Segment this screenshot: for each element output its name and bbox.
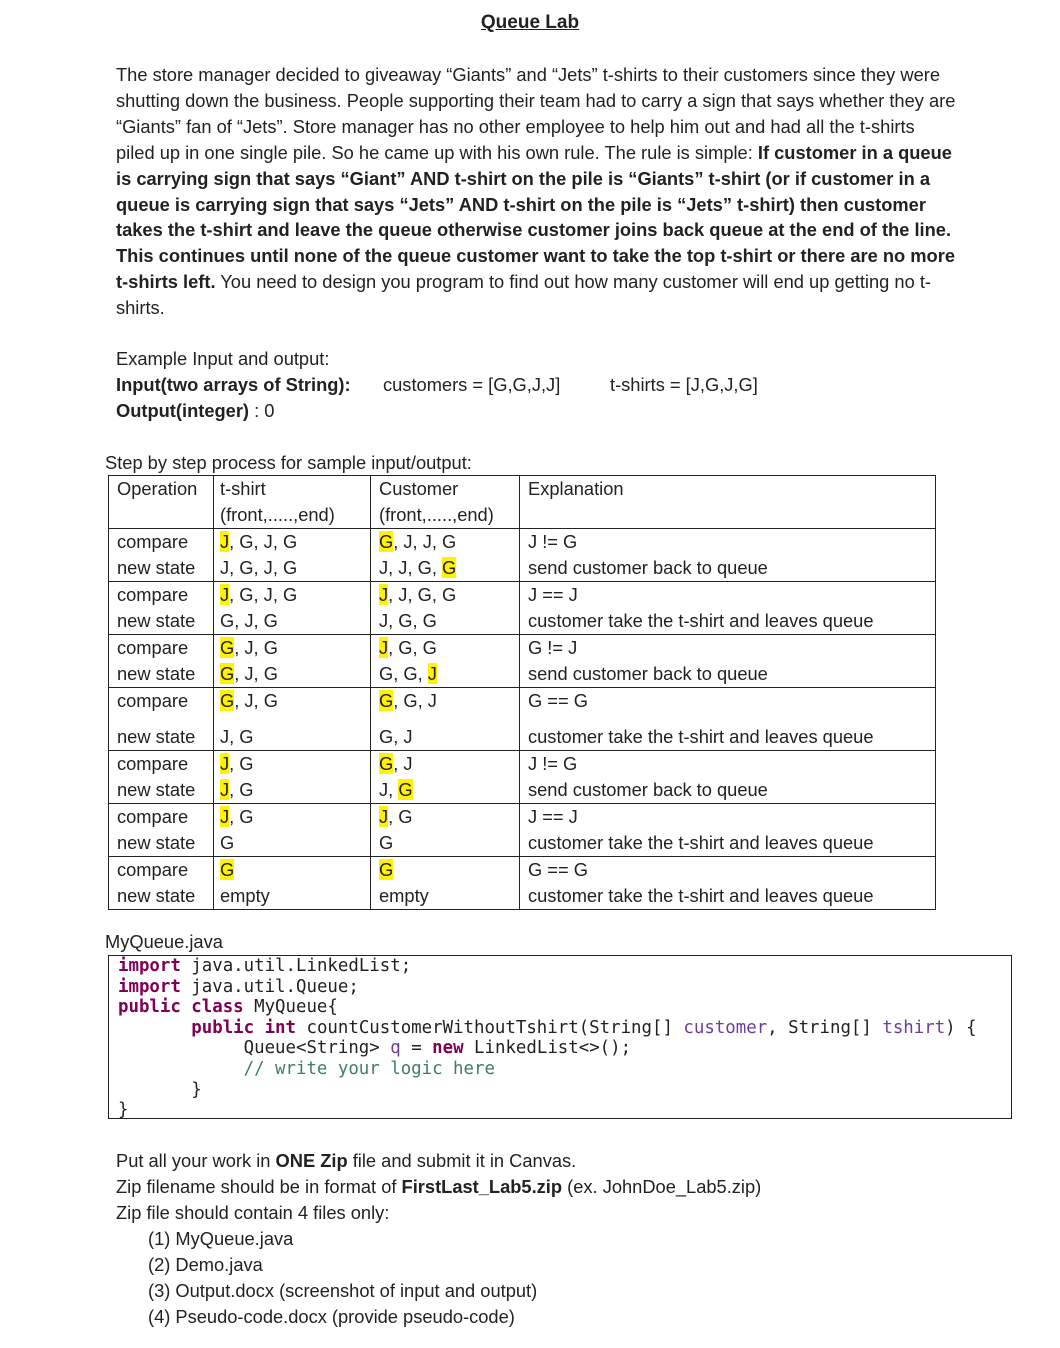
code-text: ) { (945, 1017, 977, 1038)
step-customer (371, 751, 520, 778)
step-customer (371, 688, 520, 715)
intro-text-1: The store manager decided to giveaway “Giants” and “Jets” t-shirts to their customers since they were shutting down the business. People supporting their team had to carry a sign that says whether they are “Giants” fan of “Jets”. Store manager has no other employee to help him out and had all the t-shirts piled up in one single pile. So he came up with his own rule. The rule is simple: (116, 64, 956, 163)
step-tshirt (214, 714, 371, 751)
step-row (109, 883, 936, 910)
step-customer (371, 608, 520, 635)
code-indent (118, 1059, 244, 1079)
step-row (109, 804, 936, 831)
step-customer-highlight: J (379, 806, 389, 827)
step-customer-rest: , G, J (393, 690, 437, 711)
step-tshirt-top: G (220, 859, 235, 880)
code-text: LinkedList<>(); (463, 1038, 632, 1059)
step-tshirt-rest: G, J, G (220, 610, 278, 631)
submit-text: (ex. JohnDoe_Lab5.zip) (562, 1176, 762, 1197)
submit-line-1 (116, 1148, 761, 1174)
step-customer-pre: G (379, 832, 394, 853)
example-tshirts: t-shirts = [J,G,J,G] (610, 374, 758, 395)
step-operation: new state (109, 883, 214, 910)
step-tshirt-rest: , J, G (234, 690, 278, 711)
step-customer (371, 883, 520, 910)
step-row (109, 555, 936, 582)
step-operation: new state (109, 661, 214, 688)
step-customer-highlight: J (379, 584, 389, 605)
step-operation: compare (109, 582, 214, 609)
step-tshirt-rest: , G (229, 806, 254, 827)
step-customer-pre: G, G, (379, 663, 428, 684)
problem-statement (116, 62, 956, 321)
intro-text-2: You need to design you program to find out how many customer will end up getting no t-shirts. (116, 271, 931, 319)
example-customers: customers = [G,G,J,J] (383, 374, 561, 395)
step-tshirt (214, 804, 371, 831)
step-customer (371, 582, 520, 609)
header-customer-sub: (front,.....,end) (379, 504, 494, 525)
step-explanation: J != G (520, 751, 936, 778)
step-explanation: G == G (520, 857, 936, 884)
step-tshirt (214, 635, 371, 662)
step-customer (371, 830, 520, 857)
step-customer-rest: , J, G, G (388, 584, 457, 605)
step-tshirt-top: J (220, 531, 230, 552)
step-row (109, 635, 936, 662)
step-customer (371, 635, 520, 662)
step-row (109, 688, 936, 715)
example-output-value: : 0 (249, 400, 275, 421)
step-customer-pre: J, J, G, (379, 557, 442, 578)
step-tshirt-rest: , G, J, G (229, 531, 298, 552)
page-title: Queue Lab (480, 12, 580, 33)
header-customer-label: Customer (379, 478, 459, 499)
step-row (109, 608, 936, 635)
code-comment: // write your logic here (243, 1058, 495, 1079)
step-customer-highlight: G (398, 779, 413, 800)
step-row (109, 529, 936, 556)
step-row (109, 751, 936, 778)
steps-header-row (109, 476, 936, 529)
step-tshirt-top: G (220, 690, 235, 711)
step-customer-pre: J, G, G (379, 610, 437, 631)
step-tshirt-rest: J, G (220, 726, 254, 747)
step-customer-highlight: G (379, 753, 394, 774)
step-operation: compare (109, 751, 214, 778)
step-explanation: G != J (520, 635, 936, 662)
code-param: customer (683, 1017, 768, 1038)
step-explanation: J != G (520, 529, 936, 556)
step-tshirt-rest: empty (220, 885, 270, 906)
submit-text: Zip filename should be in format of (116, 1176, 402, 1197)
example-output (116, 398, 274, 424)
submit-bold: FirstLast_Lab5.zip (401, 1176, 563, 1197)
step-row (109, 830, 936, 857)
code-kw: import (118, 956, 181, 976)
step-customer-pre: G, J (379, 726, 413, 747)
step-row (109, 857, 936, 884)
step-tshirt-rest: J, G, J, G (220, 557, 298, 578)
step-customer-highlight: G (379, 690, 394, 711)
submit-item: (2) Demo.java (148, 1254, 263, 1275)
code-text: java.util.Queue; (180, 976, 359, 997)
step-explanation: G == G (520, 688, 936, 715)
submit-text: Put all your work in (116, 1150, 276, 1171)
code-block (108, 955, 1012, 1119)
step-tshirt (214, 688, 371, 715)
example-output-label: Output(integer) (116, 400, 250, 421)
step-operation: new state (109, 608, 214, 635)
code-var: q (390, 1038, 401, 1059)
step-operation: new state (109, 555, 214, 582)
step-tshirt (214, 608, 371, 635)
step-customer-rest: , J, J, G (393, 531, 457, 552)
step-tshirt (214, 582, 371, 609)
header-customer (371, 476, 520, 529)
step-explanation: send customer back to queue (528, 779, 768, 800)
intro-rule-bold: If customer in a queue is carrying sign that says “Giant” AND t-shirt on the pile is “Giants” t-shirt (or if customer in a queue is carrying sign that says “Jets” AND t-shirt on the pile is “Jets” t-shirt) then customer takes the t-shirt and leave the queue otherwise customer joins back queue at the end of the line. This continues until none of the queue customer want to take the top t-shirt or there are no more t-shirts left. (116, 141, 955, 293)
step-operation: new state (109, 830, 214, 857)
step-customer-rest: , G, G (388, 637, 437, 658)
step-explanation: customer take the t-shirt and leaves queue (520, 883, 936, 910)
step-operation: compare (109, 688, 214, 715)
step-tshirt-rest: , G (229, 779, 254, 800)
step-tshirt (214, 857, 371, 884)
step-explanation: customer take the t-shirt and leaves queue (528, 726, 874, 747)
code-param: tshirt (882, 1017, 946, 1038)
code-kw: new (432, 1038, 464, 1059)
step-customer-highlight: J (427, 663, 437, 684)
code-kw: public class (118, 997, 244, 1018)
code-text: , String[] (767, 1017, 883, 1038)
step-explanation: J == J (520, 582, 936, 609)
step-customer-pre: J, (379, 779, 399, 800)
step-customer-rest: , G (388, 806, 413, 827)
step-tshirt-top: J (220, 753, 230, 774)
step-customer (371, 857, 520, 884)
header-tshirt-sub: (front,.....,end) (220, 504, 335, 525)
step-tshirt (214, 751, 371, 778)
submit-bold: ONE Zip (275, 1150, 348, 1171)
step-row (109, 714, 936, 751)
step-tshirt-rest: , G, J, G (229, 584, 298, 605)
step-explanation: J == J (520, 804, 936, 831)
code-text: countCustomerWithoutTshirt(String[] (296, 1017, 684, 1038)
step-tshirt-rest: , J, G (234, 663, 278, 684)
step-tshirt (214, 777, 371, 804)
step-tshirt (214, 883, 371, 910)
step-tshirt (214, 529, 371, 556)
code-text: } (118, 1100, 129, 1121)
step-operation: new state (109, 714, 214, 751)
step-tshirt-top: J (220, 806, 230, 827)
step-customer-highlight: G (379, 531, 394, 552)
code-text: } (118, 1079, 202, 1100)
step-tshirt-rest: , G (229, 753, 254, 774)
header-tshirt-label: t-shirt (220, 478, 266, 499)
step-operation: compare (109, 804, 214, 831)
code-text: MyQueue{ (243, 997, 338, 1018)
step-row (109, 777, 936, 804)
step-explanation: customer take the t-shirt and leaves queue (528, 832, 874, 853)
header-explanation: Explanation (520, 476, 936, 529)
steps-caption: Step by step process for sample input/output: (105, 452, 472, 473)
step-tshirt (214, 830, 371, 857)
submit-line-2 (116, 1174, 761, 1200)
code-kw: public int (191, 1017, 296, 1038)
submit-item: (4) Pseudo-code.docx (provide pseudo-code) (148, 1306, 515, 1327)
steps-table (108, 475, 936, 910)
example-input-label: Input(two arrays of String): (116, 374, 351, 395)
step-explanation: send customer back to queue (528, 557, 768, 578)
step-customer (371, 661, 520, 688)
step-tshirt-top: G (220, 637, 235, 658)
step-operation: compare (109, 529, 214, 556)
code-text: java.util.LinkedList; (180, 956, 412, 976)
code-indent (118, 1018, 191, 1038)
header-operation: Operation (109, 476, 214, 529)
submit-item: (3) Output.docx (screenshot of input and output) (148, 1280, 538, 1301)
step-tshirt-rest: G (220, 832, 235, 853)
step-operation: compare (109, 857, 214, 884)
step-customer (371, 777, 520, 804)
header-tshirt (214, 476, 371, 529)
submit-text: file and submit it in Canvas. (347, 1150, 577, 1171)
step-explanation: customer take the t-shirt and leaves queue (528, 610, 874, 631)
code-kw: import (118, 976, 181, 997)
step-operation: new state (109, 777, 214, 804)
step-operation: compare (109, 635, 214, 662)
step-customer-highlight: J (379, 637, 389, 658)
code-text: = (400, 1038, 433, 1059)
example-heading: Example Input and output: (116, 348, 330, 369)
submission-instructions (116, 1148, 761, 1330)
step-explanation: send customer back to queue (528, 663, 768, 684)
step-customer (371, 804, 520, 831)
step-customer-rest: , J (393, 753, 413, 774)
step-customer-highlight: G (379, 859, 394, 880)
step-tshirt-top: G (220, 663, 235, 684)
step-row (109, 582, 936, 609)
step-customer-pre: empty (379, 885, 429, 906)
step-customer-highlight: G (441, 557, 457, 578)
step-tshirt-top: J (220, 779, 230, 800)
step-customer (371, 714, 520, 751)
submit-item: (1) MyQueue.java (148, 1228, 294, 1249)
submit-line-3: Zip file should contain 4 files only: (116, 1202, 390, 1223)
step-tshirt (214, 661, 371, 688)
code-indent (118, 1038, 244, 1058)
step-tshirt (214, 555, 371, 582)
step-customer (371, 529, 520, 556)
code-filename: MyQueue.java (105, 931, 223, 952)
code-text: Queue<String> (243, 1038, 391, 1059)
step-tshirt-rest: , J, G (234, 637, 278, 658)
step-tshirt-top: J (220, 584, 230, 605)
step-row (109, 661, 936, 688)
step-customer (371, 555, 520, 582)
